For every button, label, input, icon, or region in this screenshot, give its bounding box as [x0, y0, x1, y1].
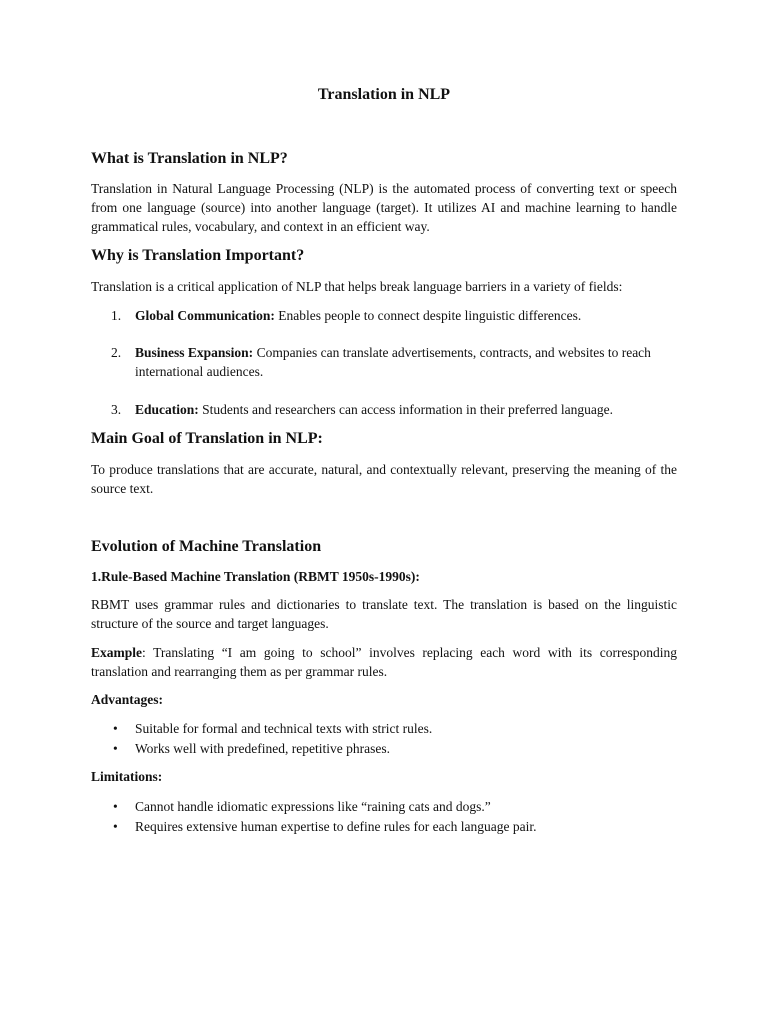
list-item-text: Students and researchers can access information in their preferred language.: [198, 402, 613, 417]
list-item: [91, 797, 677, 816]
what-is-body: Translation in Natural Language Processing (NLP) is the automated process of converting text or speech from one language (source) into another language (target). It utilizes AI and machine learning to handle grammatical rules, vocabulary, and context in an efficient way.: [91, 181, 677, 234]
what-is-heading: What is Translation in NLP?: [91, 150, 288, 167]
goal-heading: Main Goal of Translation in NLP:: [91, 430, 323, 447]
bullet-icon: •: [113, 741, 118, 756]
example-text: : Translating “I am going to school” involves replacing each word with its corresponding translation and rearranging them as per grammar rules.: [91, 645, 677, 679]
list-item: [91, 719, 677, 738]
list-number: 2.: [111, 345, 122, 360]
example-label: Example: [91, 645, 143, 660]
list-item-text: Requires extensive human expertise to define rules for each language pair.: [135, 819, 537, 834]
why-intro: Translation is a critical application of NLP that helps break language barriers in a variety of fields:: [91, 279, 623, 294]
advantages-heading: Advantages:: [91, 692, 164, 707]
list-item-text: Suitable for formal and technical texts with strict rules.: [135, 721, 433, 736]
bullet-icon: •: [113, 721, 118, 736]
list-item: [91, 400, 677, 419]
list-item: [91, 343, 677, 381]
list-number: 3.: [111, 402, 122, 417]
rbmt-example: [91, 643, 677, 681]
list-item-text: Enables people to connect despite linguistic differences.: [274, 308, 582, 323]
list-item-label: Business Expansion:: [135, 345, 254, 360]
rbmt-heading: 1.Rule-Based Machine Translation (RBMT 1950s-1990s):: [91, 569, 420, 584]
list-item: [91, 739, 677, 758]
document-title: Translation in NLP: [317, 86, 451, 103]
list-item: [91, 306, 677, 325]
bullet-icon: •: [113, 819, 118, 834]
list-item-text: Works well with predefined, repetitive phrases.: [135, 741, 390, 756]
list-item-text: Cannot handle idiomatic expressions like “raining cats and dogs.”: [135, 799, 491, 814]
list-item: [91, 817, 677, 836]
goal-body: To produce translations that are accurate, natural, and contextually relevant, preserving the meaning of the source text.: [91, 462, 677, 496]
list-item-label: Education:: [135, 402, 199, 417]
list-number: 1.: [111, 308, 122, 323]
list-item-label: Global Communication:: [135, 308, 275, 323]
why-heading: Why is Translation Important?: [91, 247, 305, 264]
evolution-heading: Evolution of Machine Translation: [91, 538, 322, 555]
limitations-heading: Limitations:: [91, 769, 163, 784]
rbmt-body: RBMT uses grammar rules and dictionaries to translate text. The translation is based on the linguistic structure of the source and target languages.: [91, 597, 677, 631]
bullet-icon: •: [113, 799, 118, 814]
list-item-text: Companies can translate advertisements, contracts, and websites to reach international audiences.: [135, 345, 651, 379]
